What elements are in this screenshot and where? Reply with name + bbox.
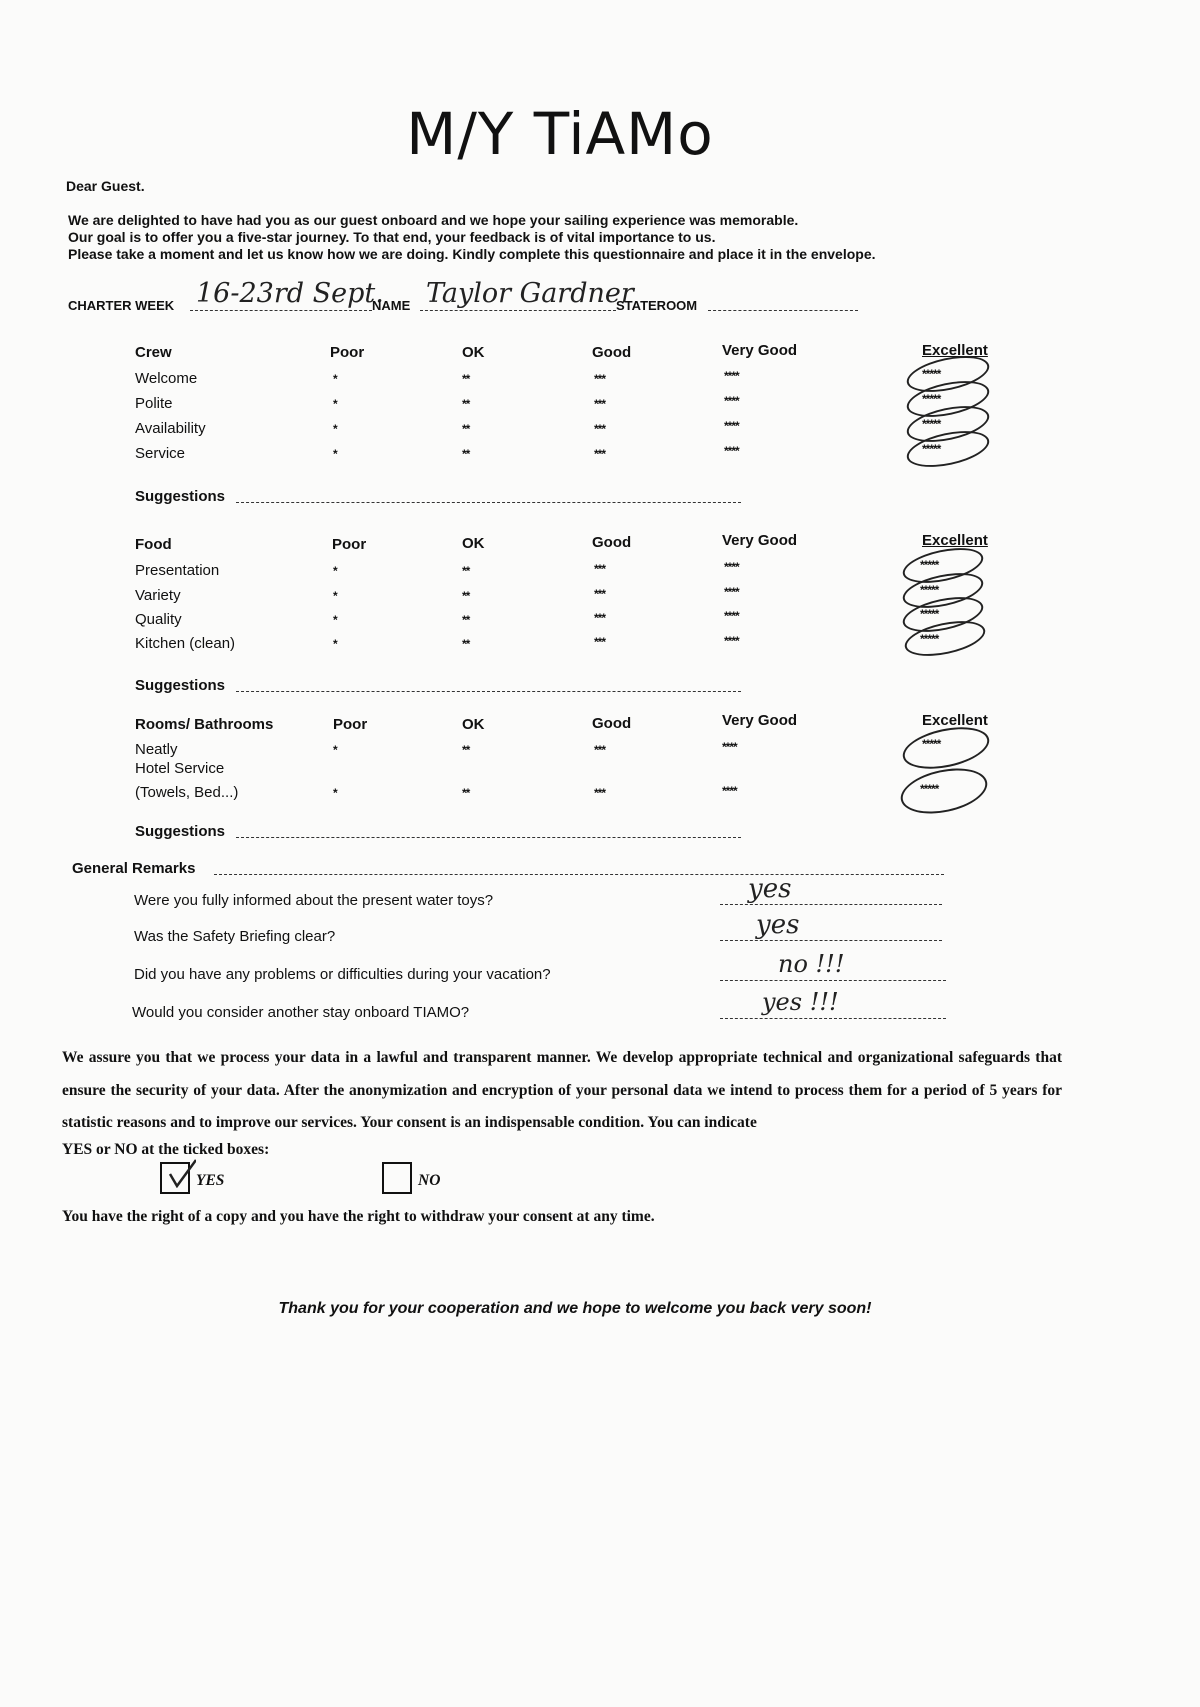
charter-week-label: CHARTER WEEK	[68, 298, 175, 313]
rating-option-1[interactable]: *	[333, 786, 337, 800]
rating-option-5-selected[interactable]: *****	[920, 558, 939, 572]
stateroom-line[interactable]	[708, 296, 858, 311]
general-remarks-label: General Remarks	[72, 860, 196, 877]
rating-option-5-selected[interactable]: *****	[920, 632, 939, 646]
suggestions-line[interactable]	[236, 488, 741, 503]
rating-option-1[interactable]: *	[333, 564, 337, 578]
rating-header-ok: OK	[462, 344, 485, 361]
intro-line: Our goal is to offer you a five-star journey. To that end, your feedback is of vital importance to us.	[68, 229, 716, 245]
suggestions-label: Suggestions	[135, 677, 226, 694]
rating-option-2[interactable]: **	[462, 613, 470, 627]
answer-value: yes !!!	[762, 988, 839, 1016]
rating-item-label: Kitchen (clean)	[135, 635, 236, 652]
rating-option-4[interactable]: ****	[722, 784, 737, 798]
withdraw-rights-text: You have the right of a copy and you have the right to withdraw your consent at any time.	[62, 1208, 655, 1225]
rating-option-2[interactable]: **	[462, 637, 470, 651]
suggestions-label: Suggestions	[135, 823, 226, 840]
rating-option-1[interactable]: *	[333, 447, 337, 461]
rating-option-2[interactable]: **	[462, 447, 470, 461]
suggestions-line[interactable]	[236, 677, 741, 692]
rating-option-4[interactable]: ****	[724, 585, 739, 599]
answer-value: no !!!	[778, 950, 845, 978]
question-text: Did you have any problems or difficulties during your vacation?	[134, 966, 551, 983]
thank-you-message: Thank you for your cooperation and we hope to welcome you back very soon!	[278, 1300, 872, 1317]
rating-option-1[interactable]: *	[333, 589, 337, 603]
rating-option-1[interactable]: *	[333, 372, 337, 386]
guest-info-row	[68, 278, 858, 313]
rating-option-5-selected[interactable]: *****	[922, 392, 941, 406]
rating-header-excellent: Excellent	[922, 712, 988, 729]
rating-option-3[interactable]: ***	[594, 786, 606, 800]
rating-header-good: Good	[592, 344, 632, 361]
rating-item-label: Presentation	[135, 562, 220, 579]
rating-item-label: (Towels, Bed...)	[135, 784, 239, 801]
answer-value: yes	[748, 874, 792, 904]
rating-header-good: Good	[592, 534, 632, 551]
rating-option-4[interactable]: ****	[724, 609, 739, 623]
section-title: Food	[135, 536, 172, 553]
greeting: Dear Guest.	[66, 178, 145, 194]
rating-option-3[interactable]: ***	[594, 611, 606, 625]
question-text: Were you fully informed about the present water toys?	[134, 892, 494, 909]
rating-option-2[interactable]: **	[462, 786, 470, 800]
rating-header-very-good: Very Good	[722, 532, 798, 549]
general-remarks-line[interactable]	[214, 860, 944, 875]
consent-instruction: YES or NO at the ticked boxes:	[62, 1141, 270, 1158]
rating-header-ok: OK	[462, 535, 485, 552]
rating-option-5-selected[interactable]: *****	[922, 737, 941, 751]
rating-option-2[interactable]: **	[462, 589, 470, 603]
rating-option-3[interactable]: ***	[594, 587, 606, 601]
rating-option-5-selected[interactable]: *****	[922, 417, 941, 431]
rating-header-very-good: Very Good	[722, 342, 798, 359]
rating-option-3[interactable]: ***	[594, 397, 606, 411]
rating-option-4[interactable]: ****	[724, 634, 739, 648]
rating-option-1[interactable]: *	[333, 422, 337, 436]
answer-value: yes	[756, 910, 800, 940]
rating-option-3[interactable]: ***	[594, 562, 606, 576]
checkmark-icon	[166, 1158, 196, 1188]
rating-option-5-selected[interactable]: *****	[920, 583, 939, 597]
rating-header-very-good: Very Good	[722, 712, 798, 729]
rating-option-1[interactable]: *	[333, 613, 337, 627]
rating-option-2[interactable]: **	[462, 397, 470, 411]
rating-header-poor: Poor	[330, 344, 365, 361]
consent-no-checkbox[interactable]	[382, 1162, 412, 1194]
rating-header-good: Good	[592, 715, 632, 732]
rating-option-1[interactable]: *	[333, 397, 337, 411]
answer-line[interactable]	[720, 926, 942, 941]
section-title: Crew	[135, 344, 172, 361]
rating-item-label: Variety	[135, 587, 181, 604]
rating-option-2[interactable]: **	[462, 743, 470, 757]
question-text: Would you consider another stay onboard TIAMO?	[132, 1004, 470, 1021]
name-label: NAME	[372, 298, 411, 313]
charter-week-value[interactable]: 16-23rd Sept.	[196, 278, 384, 309]
rating-option-4[interactable]: ****	[724, 419, 739, 433]
section-title: Rooms/ Bathrooms	[135, 716, 274, 733]
rating-option-3[interactable]: ***	[594, 743, 606, 757]
rating-item-label: Welcome	[135, 370, 198, 387]
rating-option-5-selected[interactable]: *****	[922, 367, 941, 381]
rating-header-poor: Poor	[332, 536, 367, 553]
data-consent-paragraph: We assure you that we process your data in a lawful and transparent manner. We develop appropriate technical and organizational safeguards that ensure the security of your data. After the anonymization and encryption of your personal data we intend to process them for a period of 5 years for statistic reasons and to improve our services. Your consent is an indispensable condition. You can indicate	[62, 1049, 1062, 1131]
document-title: M/Y TiAMo	[406, 100, 714, 168]
rating-option-2[interactable]: **	[462, 564, 470, 578]
consent-yes-label: YES	[196, 1172, 225, 1189]
rating-item-label: Hotel Service	[135, 760, 225, 777]
rating-option-4[interactable]: ****	[724, 444, 739, 458]
intro-text	[68, 212, 876, 263]
rating-option-2[interactable]: **	[462, 372, 470, 386]
rating-option-5-selected[interactable]: *****	[922, 442, 941, 456]
rating-option-4[interactable]: ****	[724, 394, 739, 408]
rating-header-excellent: Excellent	[922, 342, 988, 359]
rating-item-label: Quality	[135, 611, 182, 628]
rating-option-4[interactable]: ****	[722, 740, 737, 754]
rating-option-4[interactable]: ****	[724, 369, 739, 383]
question-text: Was the Safety Briefing clear?	[134, 928, 336, 945]
consent-yes-checkbox[interactable]	[160, 1162, 190, 1194]
rating-option-4[interactable]: ****	[724, 560, 739, 574]
rating-option-3[interactable]: ***	[594, 372, 606, 386]
rating-item-label: Polite	[135, 395, 173, 412]
rating-header-excellent: Excellent	[922, 532, 988, 549]
rating-header-poor: Poor	[333, 716, 368, 733]
rating-header-ok: OK	[462, 716, 485, 733]
intro-line: Please take a moment and let us know how we are doing. Kindly complete this questionnaire and place it in the envelope.	[68, 246, 876, 262]
stateroom-label: STATEROOM	[616, 298, 698, 313]
rating-option-3[interactable]: ***	[594, 447, 606, 461]
rating-item-label: Availability	[135, 420, 206, 437]
intro-line: We are delighted to have had you as our guest onboard and we hope your sailing experience was memorable.	[68, 212, 799, 228]
selection-circle	[897, 761, 992, 820]
rating-option-5-selected[interactable]: *****	[920, 782, 939, 796]
rating-option-2[interactable]: **	[462, 422, 470, 436]
rating-option-3[interactable]: ***	[594, 635, 606, 649]
rating-item-label: Neatly	[135, 741, 178, 758]
rating-option-3[interactable]: ***	[594, 422, 606, 436]
rating-option-1[interactable]: *	[333, 743, 337, 757]
suggestions-label: Suggestions	[135, 488, 226, 505]
rating-item-label: Service	[135, 445, 186, 462]
rating-option-5-selected[interactable]: *****	[920, 607, 939, 621]
rating-option-1[interactable]: *	[333, 637, 337, 651]
suggestions-line[interactable]	[236, 823, 741, 838]
name-value[interactable]: Taylor Gardner	[426, 278, 634, 309]
consent-no-label: NO	[418, 1172, 441, 1189]
